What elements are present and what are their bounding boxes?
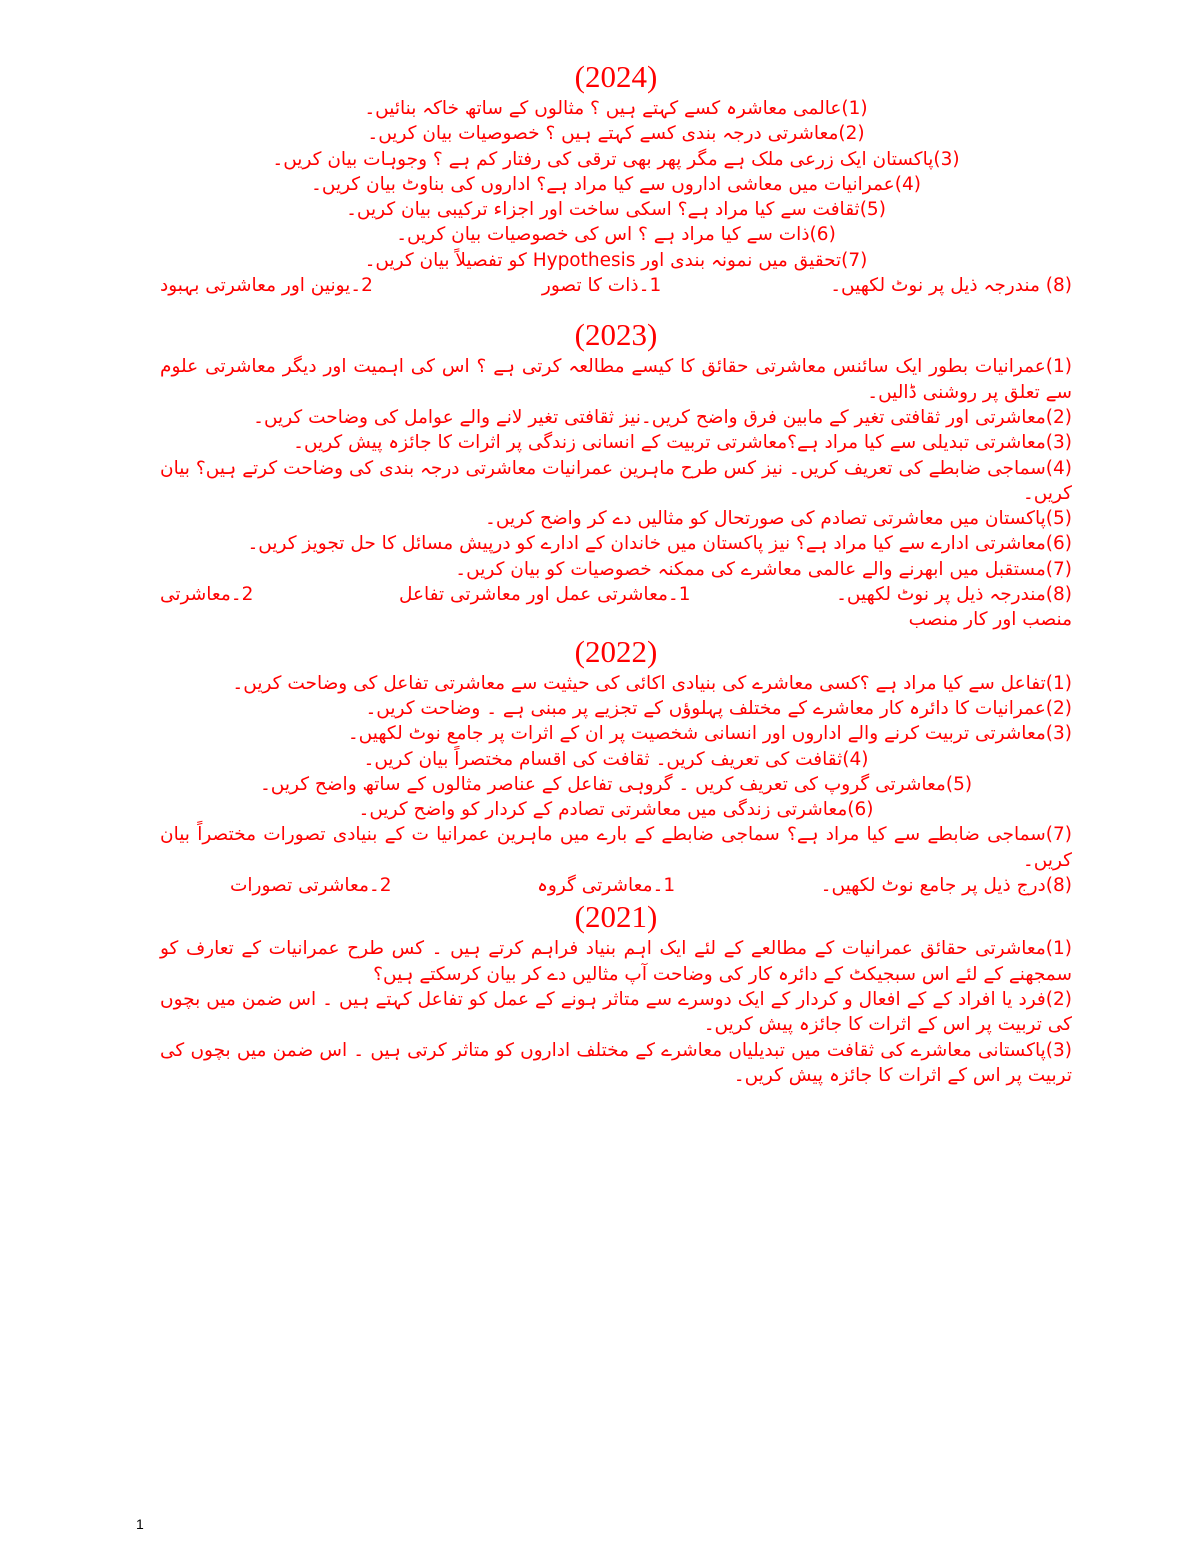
year-heading: (2021) <box>574 899 658 935</box>
question: (2)عمرانیات کا دائرہ کار معاشرے کے مختلف پہلوؤں کے تجزیے پر مبنی ہے ۔ وضاحت کریں۔ <box>365 697 1072 719</box>
year-heading: (2022) <box>574 633 658 669</box>
question: (3)معاشرتی تربیت کرنے والے اداروں اور انسانی شخصیت پر ان کے اثرات پر جامع نوٹ لکھیں۔ <box>347 723 1072 745</box>
question-paper-content <box>160 58 1072 1088</box>
note-prompt: (8) مندرجہ ذیل پر نوٹ لکھیں۔ <box>830 275 1072 297</box>
question: (1)تفاعل سے کیا مراد ہے ؟کسی معاشرے کی بنیادی اکائی کی حیثیت سے معاشرتی تفاعل کی وضاحت کریں۔ <box>232 672 1072 694</box>
section-2023 <box>160 316 1072 632</box>
question: (4)عمرانیات میں معاشی اداروں سے کیا مراد ہے؟ اداروں کی بناوٹ بیان کریں۔ <box>311 173 921 195</box>
question: (6)معاشرتی زندگی میں معاشرتی تصادم کے کردار کو واضح کریں۔ <box>358 799 874 821</box>
note-prompt: (8)درج ذیل پر جامع نوٹ لکھیں۔ <box>820 875 1072 897</box>
page-number: 1 <box>136 1516 144 1532</box>
question: (1)معاشرتی حقائق عمرانیات کے مطالعے کے لئے ایک اہم بنیاد فراہم کرتے ہیں ۔ کس طرح عمرانیات کے تعارف کو سمجھنے کے لئے اس سبجیکٹ کے دائرہ کار کی وضاحت آپ مثالیں دے کر بیان کرسکتے ہیں؟ <box>160 938 1072 985</box>
question: (6)معاشرتی ادارے سے کیا مراد ہے؟ نیز پاکستان میں خاندان کے ادارے کو درپیش مسائل کا حل تجویز کریں۔ <box>247 533 1072 555</box>
question: (7)تحقیق میں نمونہ بندی اور Hypothesis کو تفصیلاً بیان کریں۔ <box>364 249 868 271</box>
year-heading: (2024) <box>574 59 658 94</box>
note-item: 1۔معاشرتی گروہ <box>537 875 676 897</box>
question: (7)مستقبل میں ابھرنے والے عالمی معاشرے کی ممکنہ خصوصیات کو بیان کریں۔ <box>455 558 1072 580</box>
question: (1)عمرانیات بطور ایک سائنس معاشرتی حقائق کا کیسے مطالعہ کرتی ہے ؟ اس کی اہمیت اور دیگر معاشرتی علوم سے تعلق پر روشنی ڈالیں۔ <box>160 356 1072 403</box>
section-2022 <box>160 633 1072 899</box>
note-item: 2۔یونین اور معاشرتی بہبود <box>160 275 373 297</box>
question: (2)معاشرتی درجہ بندی کسے کہتے ہیں ؟ خصوصیات بیان کریں۔ <box>367 123 865 145</box>
question: (5)معاشرتی گروپ کی تعریف کریں ۔ گروہی تفاعل کے عناصر مثالوں کے ساتھ واضح کریں۔ <box>259 773 973 795</box>
question: (7)سماجی ضابطے سے کیا مراد ہے؟ سماجی ضابطے کے بارے میں ماہرین عمرانیا ت کے بنیادی تصورات مختصراً بیان کریں۔ <box>160 824 1072 871</box>
note-item: 2۔معاشرتی <box>160 584 254 606</box>
question: (3)پاکستان ایک زرعی ملک ہے مگر پھر بھی ترقی کی رفتار کم ہے ؟ وجوہات بیان کریں۔ <box>272 148 960 170</box>
note-item: 1۔ذات کا تصور <box>541 275 662 297</box>
note-item: 2۔معاشرتی تصورات <box>230 875 392 897</box>
question: (3)پاکستانی معاشرے کی ثقافت میں تبدیلیاں معاشرے کے مختلف اداروں کو متاثر کرتی ہیں ۔ اس ضمن میں بچوں کی تربیت پر اس کے اثرات کا جائزہ پیش کریں۔ <box>160 1039 1072 1086</box>
note-item: 1۔معاشرتی عمل اور معاشرتی تفاعل <box>398 584 691 606</box>
question: (4)سماجی ضابطے کی تعریف کریں۔ نیز کس طرح ماہرین عمرانیات معاشرتی درجہ بندی کی وضاحت کرتے ہیں؟ بیان کریں۔ <box>160 457 1072 504</box>
question: (5)ثقافت سے کیا مراد ہے؟ اسکی ساخت اور اجزاء ترکیبی بیان کریں۔ <box>346 199 886 221</box>
question: (1)عالمی معاشرہ کسے کہتے ہیں ؟ مثالوں کے ساتھ خاکہ بنائیں۔ <box>364 98 868 119</box>
question: (2)فرد یا افراد کے کے افعال و کردار کے ایک دوسرے سے متاثر ہونے کے عمل کو تفاعل کہتے ہیں ۔ اس ضمن میں بچوں کی تربیت پر اس کے اثرات کا جائزہ پیش کریں۔ <box>160 988 1072 1036</box>
section-2024 <box>160 58 1072 298</box>
note-continuation: منصب اور کار منصب <box>908 609 1072 631</box>
question: (2)معاشرتی اور ثقافتی تغیر کے مابین فرق واضح کریں۔نیز ثقافتی تغیر لانے والے عوامل کی وضاحت کریں۔ <box>253 406 1072 428</box>
note-question <box>160 273 1072 298</box>
question: (6)ذات سے کیا مراد ہے ؟ اس کی خصوصیات بیان کریں۔ <box>396 224 836 246</box>
section-2021 <box>160 898 1072 1088</box>
note-question <box>160 582 1072 607</box>
question: (4)ثقافت کی تعریف کریں۔ ثقافت کی اقسام مختصراً بیان کریں۔ <box>363 748 869 770</box>
note-prompt: (8)مندرجہ ذیل پر نوٹ لکھیں۔ <box>836 584 1072 606</box>
question: (5)پاکستان میں معاشرتی تصادم کی صورتحال کو مثالیں دے کر واضح کریں۔ <box>485 508 1072 530</box>
year-heading: (2023) <box>574 317 658 353</box>
note-question <box>160 873 1072 898</box>
question: (3)معاشرتی تبدیلی سے کیا مراد ہے؟معاشرتی تربیت کے انسانی زندگی پر اثرات کا جائزہ پیش کریں۔ <box>293 432 1072 454</box>
